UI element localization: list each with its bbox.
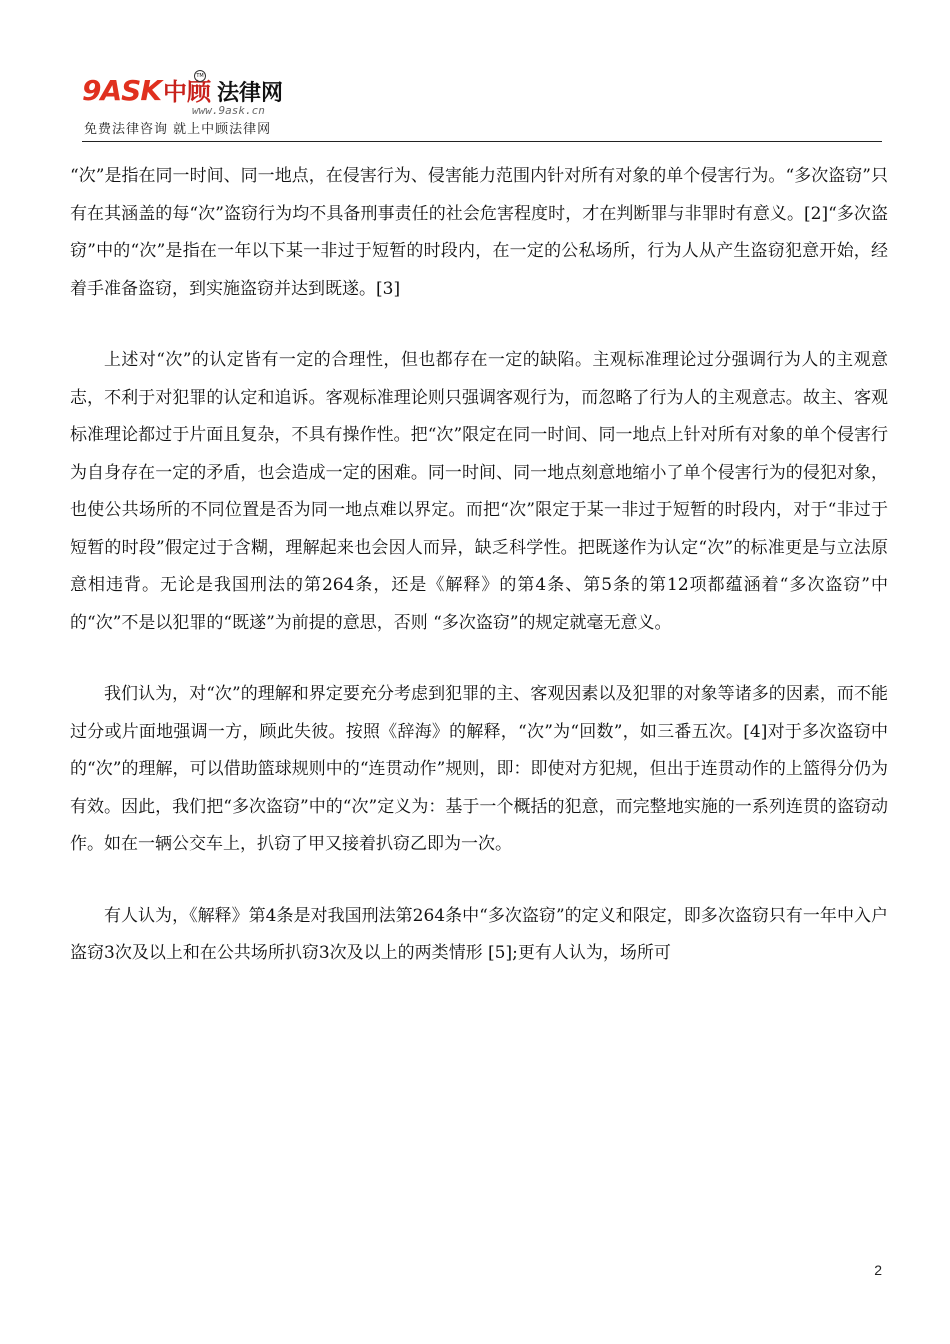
document-body	[70, 158, 888, 1007]
paragraph-2: 上述对“次”的认定皆有一定的合理性，但也都存在一定的缺陷。主观标准理论过分强调行为人的主观意志，不利于对犯罪的认定和追诉。客观标准理论则只强调客观行为，而忽略了行为人的主观意志。故主、客观标准理论都过于片面且复杂，不具有操作性。把“次”限定在同一时间、同一地点上针对所有对象的单个侵害行为自身存在一定的矛盾，也会造成一定的困难。同一时间、同一地点刻意地缩小了单个侵害行为的侵犯对象，也使公共场所的不同位置是否为同一地点难以界定。而把“次”限定于某一非过于短暂的时段内，对于“非过于短暂的时段”假定过于含糊，理解起来也会因人而异，缺乏科学性。把既遂作为认定“次”的标准更是与立法原意相违背。无论是我国刑法的第264条，还是《解释》的第4条、第5条的第12项都蕴涵着“多次盗窃”中的“次”不是以犯罪的“既遂”为前提的意思，否则 “多次盗窃”的规定就毫无意义。	[70, 350, 888, 633]
paragraph-4: 有人认为，《解释》第4条是对我国刑法第264条中“多次盗窃”的定义和限定，即多次盗窃只有一年中入户盗窃3次及以上和在公共场所扒窃3次及以上的两类情形 [5];更有人认为，场所可	[70, 905, 888, 963]
slogan: 免费法律咨询 就上中顾法律网	[84, 122, 272, 137]
paragraph-1: “次”是指在同一时间、同一地点，在侵害行为、侵害能力范围内针对所有对象的单个侵害行为。“多次盗窃”只有在其涵盖的每“次”盗窃行为均不具备刑事责任的社会危害程度时，才在判断罪与非罪时有意义。[2]“多次盗窃”中的“次”是指在一年以下某一非过于短暂的时段内，在一定的公私场所，行为人从产生盗窃犯意开始，经着手准备盗窃，到实施盗窃并达到既遂。[3]	[70, 166, 888, 299]
document-header	[82, 72, 882, 144]
page-number: 2	[874, 1262, 882, 1278]
site-url: www.9ask.cn	[192, 104, 265, 117]
logo	[82, 72, 283, 107]
trademark-icon: TM	[194, 70, 206, 82]
header-divider	[82, 141, 882, 142]
paragraph-3: 我们认为，对“次”的理解和界定要充分考虑到犯罪的主、客观因素以及犯罪的对象等诸多的因素，而不能过分或片面地强调一方，顾此失彼。按照《辞海》的解释，“次”为“回数”，如三番五次。[4]对于多次盗窃中的“次”的理解，可以借助篮球规则中的“连贯动作”规则，即：即使对方犯规，但出于连贯动作的上篮得分仍为有效。因此，我们把“多次盗窃”中的“次”定义为：基于一个概括的犯意，而完整地实施的一系列连贯的盗窃动作。如在一辆公交车上，扒窃了甲又接着扒窃乙即为一次。	[70, 684, 888, 854]
logo-9ask-text: 9ASK	[82, 74, 162, 107]
logo-zhonggu-text: 中顾	[163, 78, 212, 106]
logo-falvwang-text: 法律网	[217, 81, 284, 106]
